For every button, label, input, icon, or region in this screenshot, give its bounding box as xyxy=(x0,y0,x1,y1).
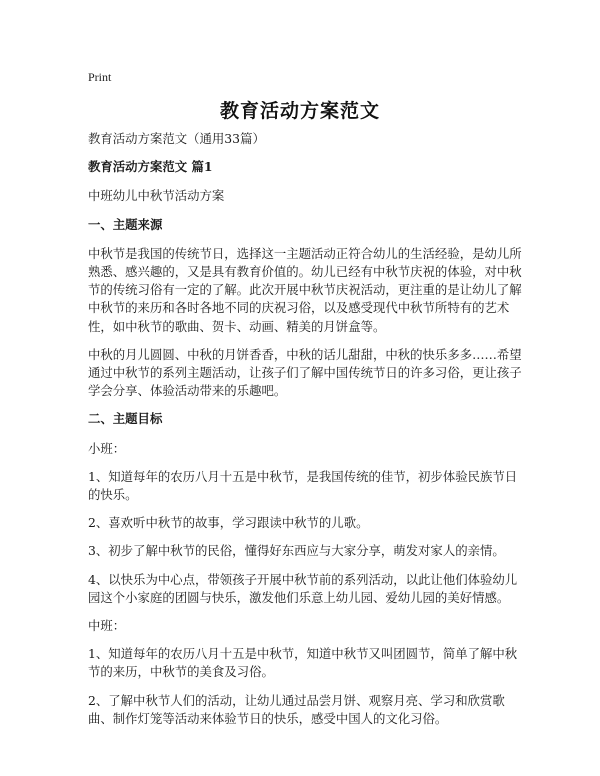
document-body xyxy=(88,130,528,738)
paragraph: 中班幼儿中秋节活动方案 xyxy=(88,188,225,204)
paragraph: 中班： xyxy=(88,618,126,634)
paragraph: 1、知道每年的农历八月十五是中秋节，是我国传统的佳节，初步体验民族节日的快乐。 xyxy=(88,468,518,503)
paragraph: 1、知道每年的农历八月十五是中秋节，知道中秋节又叫团圆节，简单了解中秋节的来历，中秋节的美食及习俗。 xyxy=(88,646,518,680)
paragraph: 2、了解中秋节人们的活动，让幼儿通过品尝月饼、观察月亮、学习和欣赏歌曲、制作灯笼等活动来体验节日的快乐，感受中国人的文化习俗。 xyxy=(88,692,505,726)
paragraph: 2、喜欢听中秋节的故事，学习跟读中秋节的儿歌。 xyxy=(88,515,369,531)
print-label[interactable]: Print xyxy=(88,70,112,84)
paragraph: 4、以快乐为中心点，带领孩子开展中秋节前的系列活动，以此让他们体验幼儿园这个小家庭的团圆与快乐，激发他们乐意上幼儿园、爱幼儿园的美好情感。 xyxy=(88,571,518,605)
section-heading: 教育活动方案范文 篇1 xyxy=(88,159,213,175)
section-heading: 一、主题来源 xyxy=(88,216,163,232)
paragraph: 小班： xyxy=(88,440,126,456)
paragraph: 3、初步了解中秋节的民俗，懂得好东西应与大家分享，萌发对家人的亲情。 xyxy=(88,543,505,559)
paragraph: 中秋节是我国的传统节日，选择这一主题活动正符合幼儿的生活经验，是幼儿所熟悉、感兴趣的，又是具有教育价值的。幼儿已经有中秋节庆祝的体验，对中秋节的传统习俗有一定的了解。此次开展中秋节庆祝活动，更注重的是让幼儿了解中秋节的来历和各时各地不同的庆祝习俗，以及感受现代中秋节所特有的艺术性，如中秋节的歌曲、贺卡、动画、精美的月饼盒等。 xyxy=(88,245,522,334)
document-title: 教育活动方案范文 xyxy=(219,100,380,122)
subtitle-paragraph: 教育活动方案范文（通用33篇） xyxy=(88,131,265,146)
section-heading: 二、主题目标 xyxy=(88,411,163,427)
paragraph: 中秋的月儿圆圆、中秋的月饼香香，中秋的话儿甜甜，中秋的快乐多多……希望通过中秋节的系列主题活动，让孩子们了解中国传统节日的许多习俗，更让孩子学会分享、体验活动带来的乐趣吧。 xyxy=(88,346,522,399)
